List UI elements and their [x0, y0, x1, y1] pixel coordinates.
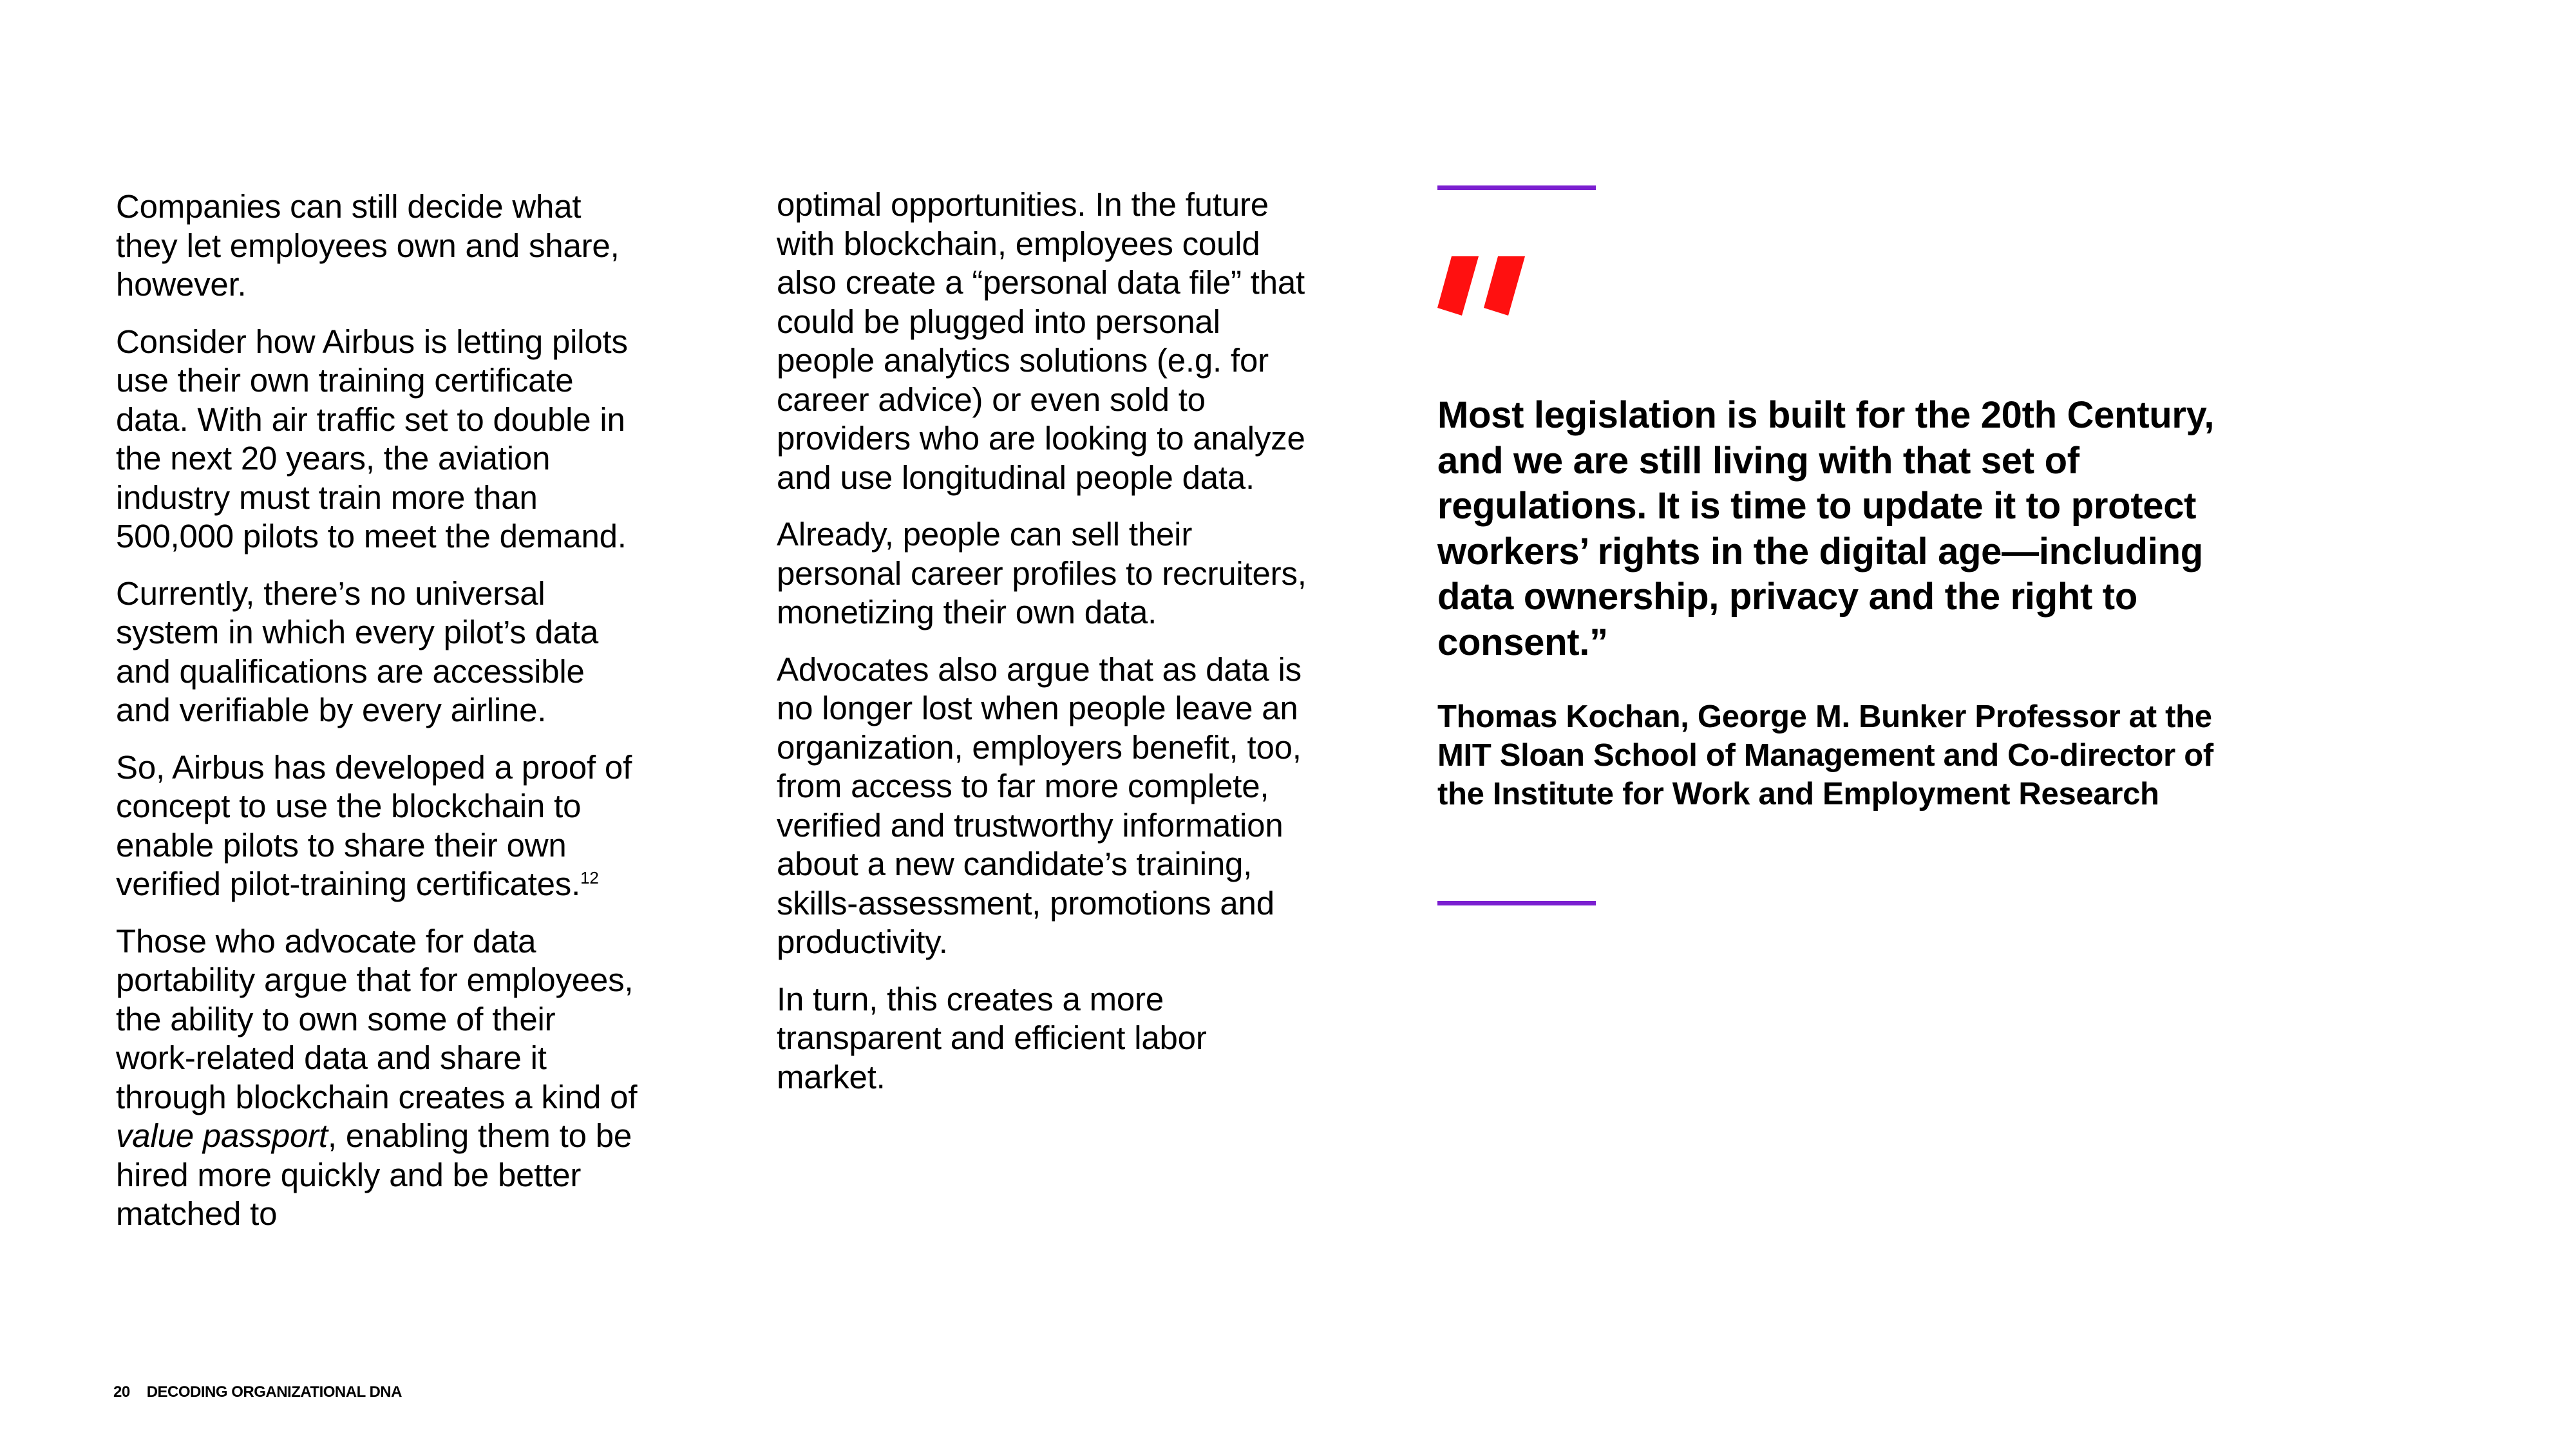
paragraph: Consider how Airbus is letting pilots use their own training certificate data. With air traffic set to double in the next 20 years, the aviation industry must train more than 500,000 pilots to meet the demand. — [116, 323, 628, 554]
quotation-mark-right-stroke — [1484, 256, 1525, 316]
quote-attribution: Thomas Kochan, George M. Bunker Professor at the MIT Sloan School of Management and Co-director of the Institute for Work and Employment Research — [1437, 699, 2213, 811]
emphasis-text: value passport — [116, 1117, 328, 1154]
quote-top-divider — [1437, 185, 1596, 190]
quotation-mark-icon — [1437, 256, 1540, 321]
quote-bottom-divider — [1437, 901, 1596, 905]
footnote-reference: 12 — [580, 868, 599, 887]
page-number: 20 — [113, 1383, 130, 1401]
page-footer — [113, 1383, 402, 1401]
left-text-column — [116, 187, 644, 1252]
paragraph: optimal opportunities. In the future with blockchain, employees could also create a “personal data file” that could be plugged into personal people analytics solutions (e.g. for career advice) or even sold to providers who are looking to analyze and use longitudinal people data. — [777, 186, 1305, 496]
paragraph-text: , enabling them to be hired more quickly and be better matched to — [116, 1117, 632, 1232]
paragraph: In turn, this creates a more transparent and efficient labor market. — [777, 980, 1207, 1095]
middle-text-column — [777, 185, 1318, 1115]
quotation-mark-left-stroke — [1437, 256, 1479, 316]
publication-title: DECODING ORGANIZATIONAL DNA — [146, 1383, 402, 1401]
paragraph — [116, 922, 644, 1234]
paragraph: Companies can still decide what they let employees own and share, however. — [116, 188, 620, 303]
paragraph — [116, 748, 644, 904]
paragraph: Currently, there’s no universal system in which every pilot’s data and qualifications are accessible and verifiable by every airline. — [116, 574, 599, 728]
paragraph-text: Those who advocate for data portability argue that for employees, the ability to own some of their work-related data and share it through blockchain creates a kind of — [116, 922, 638, 1115]
paragraph-text: So, Airbus has developed a proof of concept to use the blockchain to enable pilots to share their own verified pilot-training certificates. — [116, 748, 632, 902]
paragraph: Advocates also argue that as data is no longer lost when people leave an organization, employers benefit, too, from access to far more complete, verified and trustworthy information about a new candidate’s training, skills-assessment, promotions and productivity. — [777, 650, 1302, 960]
paragraph: Already, people can sell their personal career profiles to recruiters, monetizing their own data. — [777, 516, 1307, 630]
pull-quote-text: Most legislation is built for the 20th Century, and we are still living with that set of regulations. It is time to update it to protect workers’ rights in the digital age—including data ownership, privacy and the right to consent.” — [1437, 394, 2215, 663]
